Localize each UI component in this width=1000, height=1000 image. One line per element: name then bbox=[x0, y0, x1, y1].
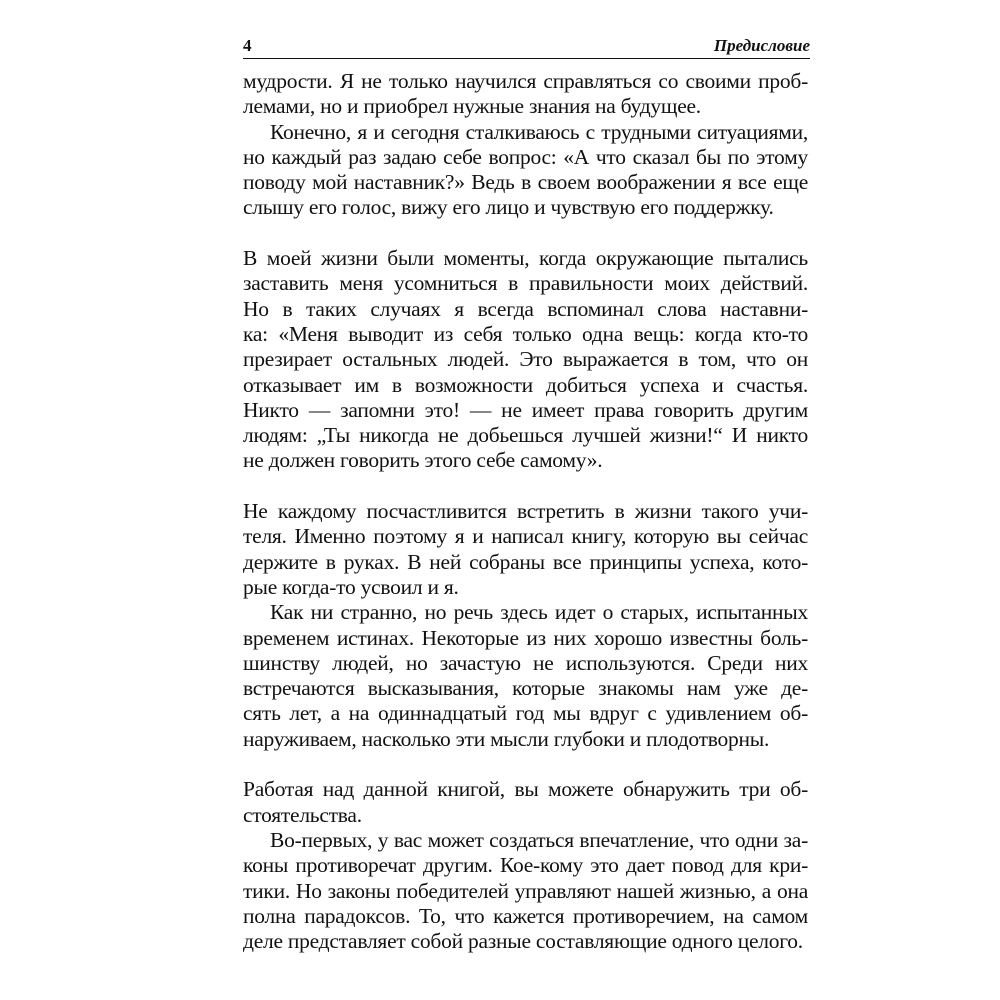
text-line: держите в руках. В ней собраны все принципы успеха, кото- bbox=[243, 549, 808, 574]
paragraph bbox=[243, 120, 808, 221]
text-line: презирает остальных людей. Это выражается в том, что он bbox=[243, 347, 808, 372]
text-line: людям: „Ты никогда не добьешься лучшей жизни!“ И никто bbox=[243, 423, 808, 448]
paragraph bbox=[243, 499, 808, 600]
text-line: не должен говорить этого себе самому». bbox=[243, 448, 603, 473]
text-line: наруживаем, насколько эти мысли глубоки и плодотворны. bbox=[243, 726, 770, 751]
paragraph bbox=[243, 600, 808, 752]
text-line: встречаются высказывания, которые знакомы нам уже де- bbox=[243, 676, 808, 701]
text-line: заставить меня усомниться в правильности моих действий. bbox=[243, 271, 808, 296]
section-gap bbox=[243, 474, 808, 499]
text-line: тики. Но законы победителей управляют нашей жизнью, а она bbox=[243, 878, 808, 903]
text-line: Но в таких случаях я всегда вспоминал слова наставни- bbox=[243, 296, 808, 321]
text-line: Не каждому посчастливится встретить в жизни такого учи- bbox=[243, 499, 808, 524]
paragraph bbox=[243, 828, 808, 954]
text-line: шинству людей, но зачастую не используются. Среди них bbox=[243, 650, 808, 675]
text-line: временем истинах. Некоторые из них хорошо известны боль- bbox=[243, 625, 808, 650]
text-line: поводу мой наставник?» Ведь в своем воображении я все еще bbox=[243, 170, 808, 195]
paragraph bbox=[243, 777, 808, 828]
text-line: мудрости. Я не только научился справляться со своими проб- bbox=[243, 69, 808, 93]
text-line: рые когда-то усвоил и я. bbox=[243, 574, 459, 599]
text-line: ка: «Меня выводит из себя только одна вещь: когда кто-то bbox=[243, 321, 808, 346]
text-line: слышу его голос, вижу его лицо и чувствую его поддержку. bbox=[243, 195, 774, 220]
running-title: Предисловие bbox=[713, 36, 810, 55]
paragraph bbox=[243, 246, 808, 474]
text-line: но каждый раз задаю себе вопрос: «А что сказал бы по этому bbox=[243, 144, 808, 169]
text-line: Никто — запомни это! — не имеет права говорить другим bbox=[243, 397, 808, 422]
text-line: лемами, но и приобрел нужные знания на будущее. bbox=[243, 94, 701, 119]
text-line: теля. Именно поэтому я и написал книгу, которую вы сейчас bbox=[243, 524, 808, 549]
body-text bbox=[243, 69, 808, 954]
text-line: стоятельства. bbox=[243, 802, 362, 827]
text-line: Конечно, я и сегодня сталкиваюсь с трудными ситуациями, bbox=[270, 119, 808, 144]
page-number: 4 bbox=[243, 36, 252, 55]
text-line: сять лет, а на одиннадцатый год мы вдруг с удивлением об- bbox=[243, 701, 808, 726]
paragraph bbox=[243, 69, 808, 120]
text-line: Во-первых, у вас может создаться впечатление, что одни за- bbox=[270, 827, 808, 852]
text-line: Как ни странно, но речь здесь идет о старых, испытанных bbox=[270, 600, 808, 625]
page-header bbox=[243, 36, 810, 59]
section-gap bbox=[243, 752, 808, 777]
section-gap bbox=[243, 221, 808, 246]
text-line: полна парадоксов. То, что кажется противоречием, на самом bbox=[243, 903, 808, 928]
text-line: В моей жизни были моменты, когда окружающие пытались bbox=[243, 246, 808, 271]
text-line: коны противоречат другим. Кое-кому это дает повод для кри- bbox=[243, 853, 808, 878]
text-line: деле представляет собой разные составляющие одного целого. bbox=[243, 929, 803, 954]
text-line: отказывает им в возможности добиться успеха и счастья. bbox=[243, 372, 808, 397]
text-line: Работая над данной книгой, вы можете обнаружить три об- bbox=[243, 777, 808, 802]
